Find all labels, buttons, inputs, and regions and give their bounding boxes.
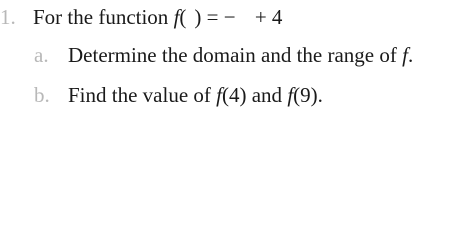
sub-question-text [68,41,413,69]
function-symbol: f [287,83,294,107]
sub-question-a-text: Determine the domain and the range of [68,43,403,67]
equals-sign: = [206,5,219,29]
problem-1 [0,0,459,111]
plus-term: + 4 [254,5,283,29]
problem-number: 1. [0,5,16,29]
open-paren: ( [179,5,187,29]
period: . [317,83,323,107]
function-symbol: f [216,83,222,107]
function-argument: (9) [293,83,318,107]
sub-question-text [68,81,323,109]
problem-lead-text: For the function [33,5,174,29]
conjunction: and [246,83,288,107]
function-symbol: f [173,5,180,29]
period: . [407,43,414,67]
close-paren: ) [194,5,202,29]
sub-question-label: b. [34,83,50,107]
minus-sign: − [223,5,236,29]
function-symbol: f [402,43,408,67]
sub-question-label: a. [34,43,49,67]
problem-text [33,3,282,31]
sub-question-b-text: Find the value of [68,83,217,107]
function-argument: (4) [221,83,247,107]
